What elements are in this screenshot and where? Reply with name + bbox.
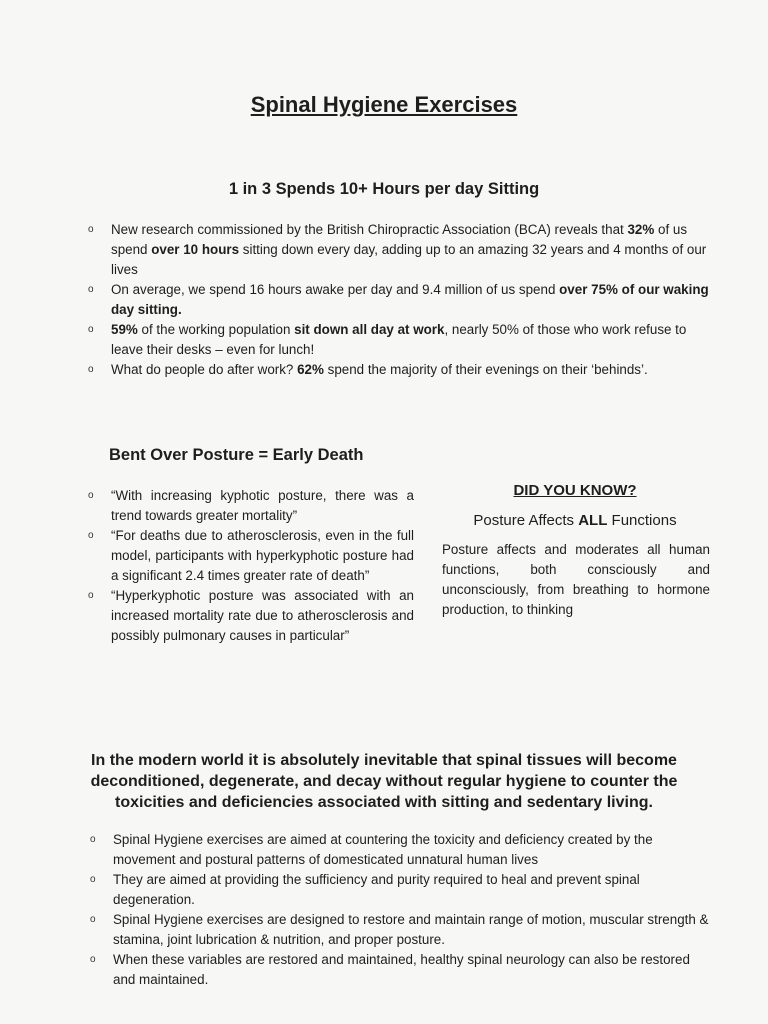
- did-you-know-title: DID YOU KNOW?: [513, 482, 637, 499]
- bullet-icon: o: [88, 324, 94, 335]
- bullet-icon: o: [88, 490, 94, 501]
- did-you-know-subtitle: [440, 512, 710, 529]
- list-item-text: [113, 872, 640, 907]
- bold-text: sit down all day at work: [294, 322, 445, 337]
- bullet-icon: o: [88, 590, 94, 601]
- bullet-icon: o: [90, 874, 96, 885]
- text-run: “With increasing kyphotic posture, there was a trend towards greater mortality”: [111, 488, 414, 523]
- hygiene-exercises-list: [90, 830, 710, 990]
- bullet-icon: o: [90, 954, 96, 965]
- text-run: spend the majority of their evenings on their ‘behinds’.: [323, 362, 648, 377]
- posture-quotes-list: [88, 486, 414, 646]
- page-title: Spinal Hygiene Exercises: [250, 92, 518, 117]
- list-item-text: [111, 362, 648, 377]
- text-run: Spinal Hygiene exercises are designed to restore and maintain range of motion, muscular strength & stamina, joint lubrication & nutrition, and proper posture.: [113, 912, 709, 947]
- list-item: [90, 910, 710, 950]
- list-item-text: [111, 486, 414, 526]
- bullet-icon: o: [90, 914, 96, 925]
- list-item-text: [113, 832, 653, 867]
- did-you-know-body: Posture affects and moderates all human functions, both consciously and unconsciously, from breathing to hormone production, to thinking: [442, 542, 710, 617]
- list-item: [88, 220, 710, 280]
- list-item-text: [111, 526, 414, 586]
- list-item: [90, 870, 710, 910]
- text-run: When these variables are restored and maintained, healthy spinal neurology can also be restored and maintained.: [113, 952, 690, 987]
- text-run: of us spend: [111, 222, 688, 257]
- hygiene-statement: In the modern world it is absolutely inevitable that spinal tissues will become deconditioned, degenerate, and decay without regular hygiene to counter the toxicities and deficiencies associated with sitting and sedentary living.: [90, 752, 678, 811]
- list-item: [88, 320, 710, 360]
- text-run: What do people do after work?: [111, 362, 298, 377]
- bold-text: 62%: [297, 362, 324, 377]
- list-item: [90, 830, 710, 870]
- list-item: [88, 280, 710, 320]
- list-item: [88, 360, 710, 380]
- text-run: Functions: [607, 512, 677, 529]
- text-run: , nearly 50% of those who work refuse to leave their desks – even for lunch!: [111, 322, 687, 357]
- list-item-text: [111, 282, 709, 317]
- list-item-text: [111, 322, 686, 357]
- bold-text: 32%: [627, 222, 655, 237]
- list-item: [88, 586, 414, 646]
- list-item-text: [111, 222, 706, 277]
- bullet-icon: o: [88, 364, 94, 375]
- text-run: New research commissioned by the British Chiropractic Association (BCA) reveals that: [111, 222, 628, 237]
- bold-text: over 10 hours: [151, 242, 240, 257]
- text-run: Posture Affects: [473, 512, 579, 529]
- list-item-text: [113, 912, 708, 947]
- sitting-heading: 1 in 3 Spends 10+ Hours per day Sitting: [228, 180, 540, 198]
- bullet-icon: o: [88, 224, 94, 235]
- text-run: sitting down every day, adding up to an amazing 32 years and 4 months of our lives: [111, 242, 707, 277]
- list-item: [88, 526, 414, 586]
- bold-text: over 75% of our waking day sitting.: [111, 282, 709, 317]
- text-run: Spinal Hygiene exercises are aimed at countering the toxicity and deficiency created by the movement and postural patterns of domesticated unnatural human lives: [113, 832, 653, 867]
- list-item: [88, 486, 414, 526]
- text-run: On average, we spend 16 hours awake per day and 9.4 million of us spend: [111, 282, 560, 297]
- text-run: of the working population: [137, 322, 295, 337]
- bold-text: ALL: [578, 512, 608, 529]
- list-item-text: [113, 952, 690, 987]
- bullet-icon: o: [88, 530, 94, 541]
- text-run: “Hyperkyphotic posture was associated with an increased mortality rate due to atherosclerosis and possibly pulmonary causes in particular”: [111, 588, 414, 643]
- bold-text: 59%: [111, 322, 138, 337]
- posture-heading: Bent Over Posture = Early Death: [109, 446, 364, 464]
- sitting-facts-list: [88, 220, 710, 380]
- bullet-icon: o: [90, 834, 96, 845]
- list-item-text: [111, 586, 414, 646]
- text-run: “For deaths due to atherosclerosis, even in the full model, participants with hyperkyphotic posture had a significant 2.4 times greater rate of death”: [111, 528, 414, 583]
- list-item: [90, 950, 710, 990]
- bullet-icon: o: [88, 284, 94, 295]
- text-run: They are aimed at providing the sufficiency and purity required to heal and prevent spinal degeneration.: [113, 872, 640, 907]
